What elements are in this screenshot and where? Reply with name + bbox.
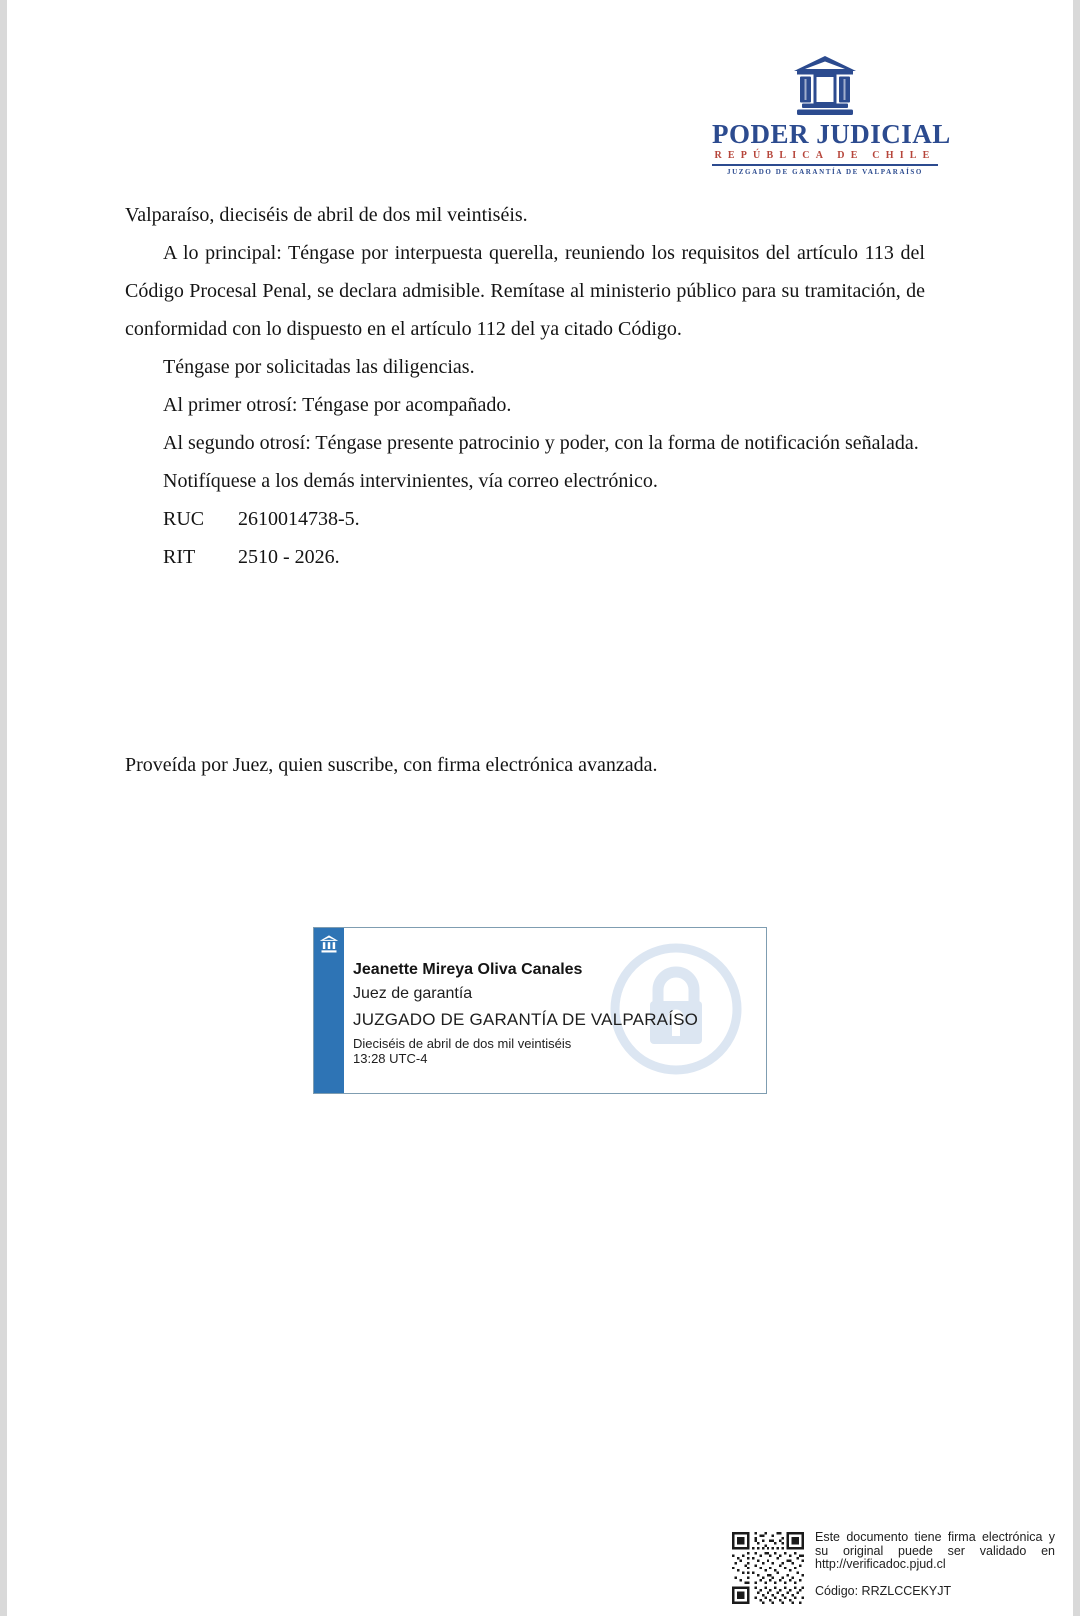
paragraph-segundo-otrosi: Al segundo otrosí: Téngase presente patrocinio y poder, con la forma de notificación señalada. xyxy=(163,432,919,454)
signature-box xyxy=(313,927,767,1094)
paragraph-notifiquese: Notifíquese a los demás intervinientes, vía correo electrónico. xyxy=(163,470,658,492)
logo-court-name: JUZGADO DE GARANTÍA DE VALPARAÍSO xyxy=(727,168,923,176)
rit-label: RIT xyxy=(163,546,196,568)
qr-code-icon xyxy=(732,1532,804,1604)
courthouse-icon xyxy=(792,56,858,120)
signer-role: Juez de garantía xyxy=(353,985,473,1002)
signature-date: Dieciséis de abril de dos mil veintiséis xyxy=(353,1036,572,1051)
signature-time: 13:28 UTC-4 xyxy=(353,1051,428,1066)
signature-text-block xyxy=(314,928,766,1066)
page-edge-right xyxy=(1073,0,1080,1616)
provision-line: Proveída por Juez, quien suscribe, con firma electrónica avanzada. xyxy=(125,754,658,776)
ruc-row xyxy=(125,500,925,538)
logo-subtitle: REPÚBLICA DE CHILE xyxy=(714,150,936,161)
rit-row xyxy=(125,538,925,576)
footer-code: Código: RRZLCCEKYJT xyxy=(815,1584,952,1598)
footer-verification-text: Este documento tiene firma electrónica y su original puede ser validado en http://verificadoc.pjud.cl xyxy=(815,1530,1055,1572)
signer-court: JUZGADO DE GARANTÍA DE VALPARAÍSO xyxy=(353,1010,699,1029)
paragraph-principal: A lo principal: Téngase por interpuesta querella, reuniendo los requisitos del artículo 113 del Código Procesal Penal, se declara admisible. Remítase al ministerio público para su tramitación, de conformidad con lo dispuesto en el artículo 112 del ya citado Código. xyxy=(125,242,925,340)
ruc-value: 2610014738-5. xyxy=(238,508,360,530)
paragraph-diligencias: Téngase por solicitadas las diligencias. xyxy=(163,356,475,378)
rit-value: 2510 - 2026. xyxy=(238,546,340,568)
page-edge-left xyxy=(0,0,7,1616)
logo-divider xyxy=(712,164,938,166)
court-logo xyxy=(712,56,951,176)
document-body xyxy=(125,196,925,576)
ruc-label: RUC xyxy=(163,508,205,530)
city-date-line: Valparaíso, dieciséis de abril de dos mil veintiséis. xyxy=(125,204,528,226)
signer-name: Jeanette Mireya Oliva Canales xyxy=(353,961,583,978)
logo-title: PODER JUDICIAL xyxy=(712,119,951,149)
paragraph-primer-otrosi: Al primer otrosí: Téngase por acompañado. xyxy=(163,394,512,416)
